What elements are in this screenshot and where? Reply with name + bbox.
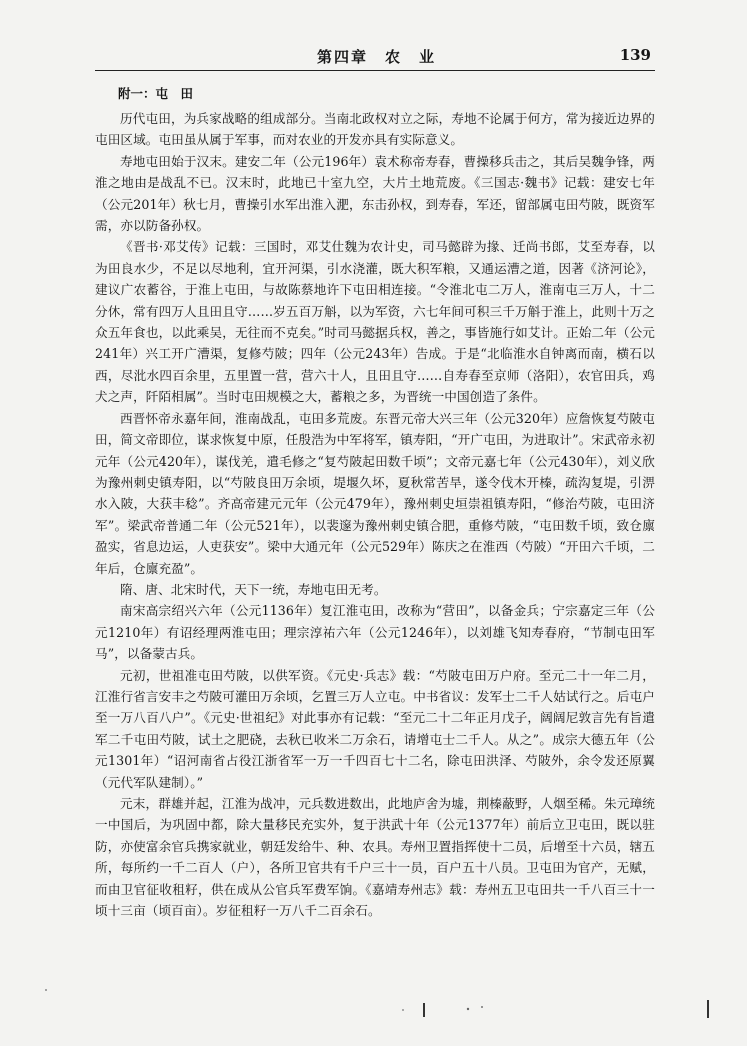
paragraph: 隋、唐、北宋时代，天下一统，寿地屯田无考。 — [120, 581, 387, 597]
paragraph: 历代屯田，为兵家战略的组成部分。当南北政权对立之际，寿地不论属于何方，常为接近边界的屯田区域。屯田虽从属于军事，而对农业的开发亦具有实际意义。 — [95, 111, 655, 148]
paragraph: 南宋高宗绍兴六年（公元1136年）复江淮屯田，改称为“营田”，以备金兵；宁宗嘉定三年（公元1210年）有诏经理两淮屯田；理宗淳祐六年（公元1246年），以刘雄飞知寿春府，“节制屯田军马”，以备蒙古兵。 — [95, 603, 655, 662]
scan-speck — [402, 1009, 404, 1011]
page-number: 139 — [619, 46, 651, 64]
chapter-title: 第四章 农 业 — [317, 48, 437, 66]
scan-speck — [45, 989, 47, 991]
scan-speck — [467, 1008, 469, 1010]
section-title: 附一：屯 田 — [118, 86, 194, 101]
scan-mark — [423, 1003, 425, 1017]
paragraph: 西晋怀帝永嘉年间，淮南战乱，屯田多荒废。东晋元帝大兴三年（公元320年）应詹恢复芍陂屯田，简文帝即位，谋求恢复中原，任殷浩为中军将军，镇寿阳，“开广屯田，为进取计”。宋武帝永初元年（公元420年），谋伐羌，遣毛修之“复芍陂起田数千顷”；文帝元嘉七年（公元430年），刘义欣为豫州刺史镇寿阳，以“芍陂良田万余顷，堤堰久坏，夏秋常苦旱，遂令伐木开榛，疏沟复堤，引淠水入陂，大获丰稔”。齐高帝建元元年（公元479年），豫州刺史垣崇祖镇寿阳，“修治芍陂，屯田济军”。梁武帝普通二年（公元521年），以裴邃为豫州刺史镇合肥，重修芍陂，“屯田数千顷，致仓廪盈实，省息边运，人吏获安”。梁中大通元年（公元529年）陈庆之在淮西（芍陂）“开田六千顷，二年后，仓廪充盈”。 — [95, 410, 655, 576]
paragraph: 寿地屯田始于汉末。建安二年（公元196年）袁术称帝寿春，曹操移兵击之，其后吴魏争锋，两淮之地由是战乱不已。汉末时，此地已十室九空，大片土地荒废。《三国志·魏书》记载：建安七年（公元201年）秋七月，曹操引水军出淮入淝，东击孙权，到寿春，军还，留部属屯田芍陂，既资军需，亦以防备孙权。 — [95, 153, 655, 234]
paragraph: 《晋书·邓艾传》记载：三国时，邓艾仕魏为农计史，司马懿辟为掾、迁尚书郎，艾至寿春，以为田良水少，不足以尽地利，宜开河渠，引水浇灌，既大积军粮，又通运漕之道，因著《济河论》，建议广农蓄谷，于淮上屯田，与故陈蔡地许下屯田相连接。“令淮北屯二万人，淮南屯三万人，十二分休，常有四万人且田且守……岁五百万斛，以为军资，六七年间可积三千万斛于淮上，此则十万之众五年食也，以此乘吴，无往而不克矣。”时司马懿据兵权，善之，事皆施行如艾计。正始二年（公元241年）兴工开广漕渠，复修芍陂；四年（公元243年）告成。于是“北临淮水自钟离而南，横石以西，尽沘水四百余里，五里置一营，营六十人，且田且守……自寿春至京师（洛阳），农官田兵，鸡犬之声，阡陌相属”。当时屯田规模之大，蓄粮之多，为晋统一中国创造了条件。 — [95, 239, 655, 405]
paragraph: 元末，群雄并起，江淮为战冲，元兵数进数出，此地庐舍为墟，荆榛蔽野，人烟至稀。朱元璋统一中国后，为巩固中都，除大量移民充实外，复于洪武十年（公元1377年）前后立卫屯田，既以驻防，亦使富余官兵携家就业，朝廷发给牛、种、农具。寿州卫置指挥使十二员，后增至十六员，辖五所，每所约一千二百人（户），各所卫官共有千户三十一员，百户五十八员。卫屯田为官产，无赋，而由卫官征收租籽，供在成从公官兵军费军饷。《嘉靖寿州志》载：寿州五卫屯田共一千八百三十一顷十三亩（顷百亩）。岁征租籽一万八千二百余石。 — [95, 796, 655, 919]
scan-mark — [707, 1000, 709, 1018]
paragraph: 元初，世祖准屯田芍陂，以供军资。《元史·兵志》载：“芍陂屯田万户府。至元二十一年二月，江淮行省言安丰之芍陂可灌田万余顷，乞置三万人立屯。中书省议：发军士二千人姑试行之。后屯户至一万八百八户”。《元史·世祖纪》对此事亦有记载：“至元二十二年正月戊子，阔阔尼敦言先有旨遣军二千屯田芍陂，试土之肥硗，去秋已收米二万余石，请增屯士二千人。从之”。成宗大德五年（公元1301年）“诏河南省占役江浙省军一万一千四百七十二名，除屯田洪泽、芍陂外，余令发还原翼（元代军队建制）。” — [95, 667, 655, 790]
scan-speck — [481, 1006, 483, 1008]
